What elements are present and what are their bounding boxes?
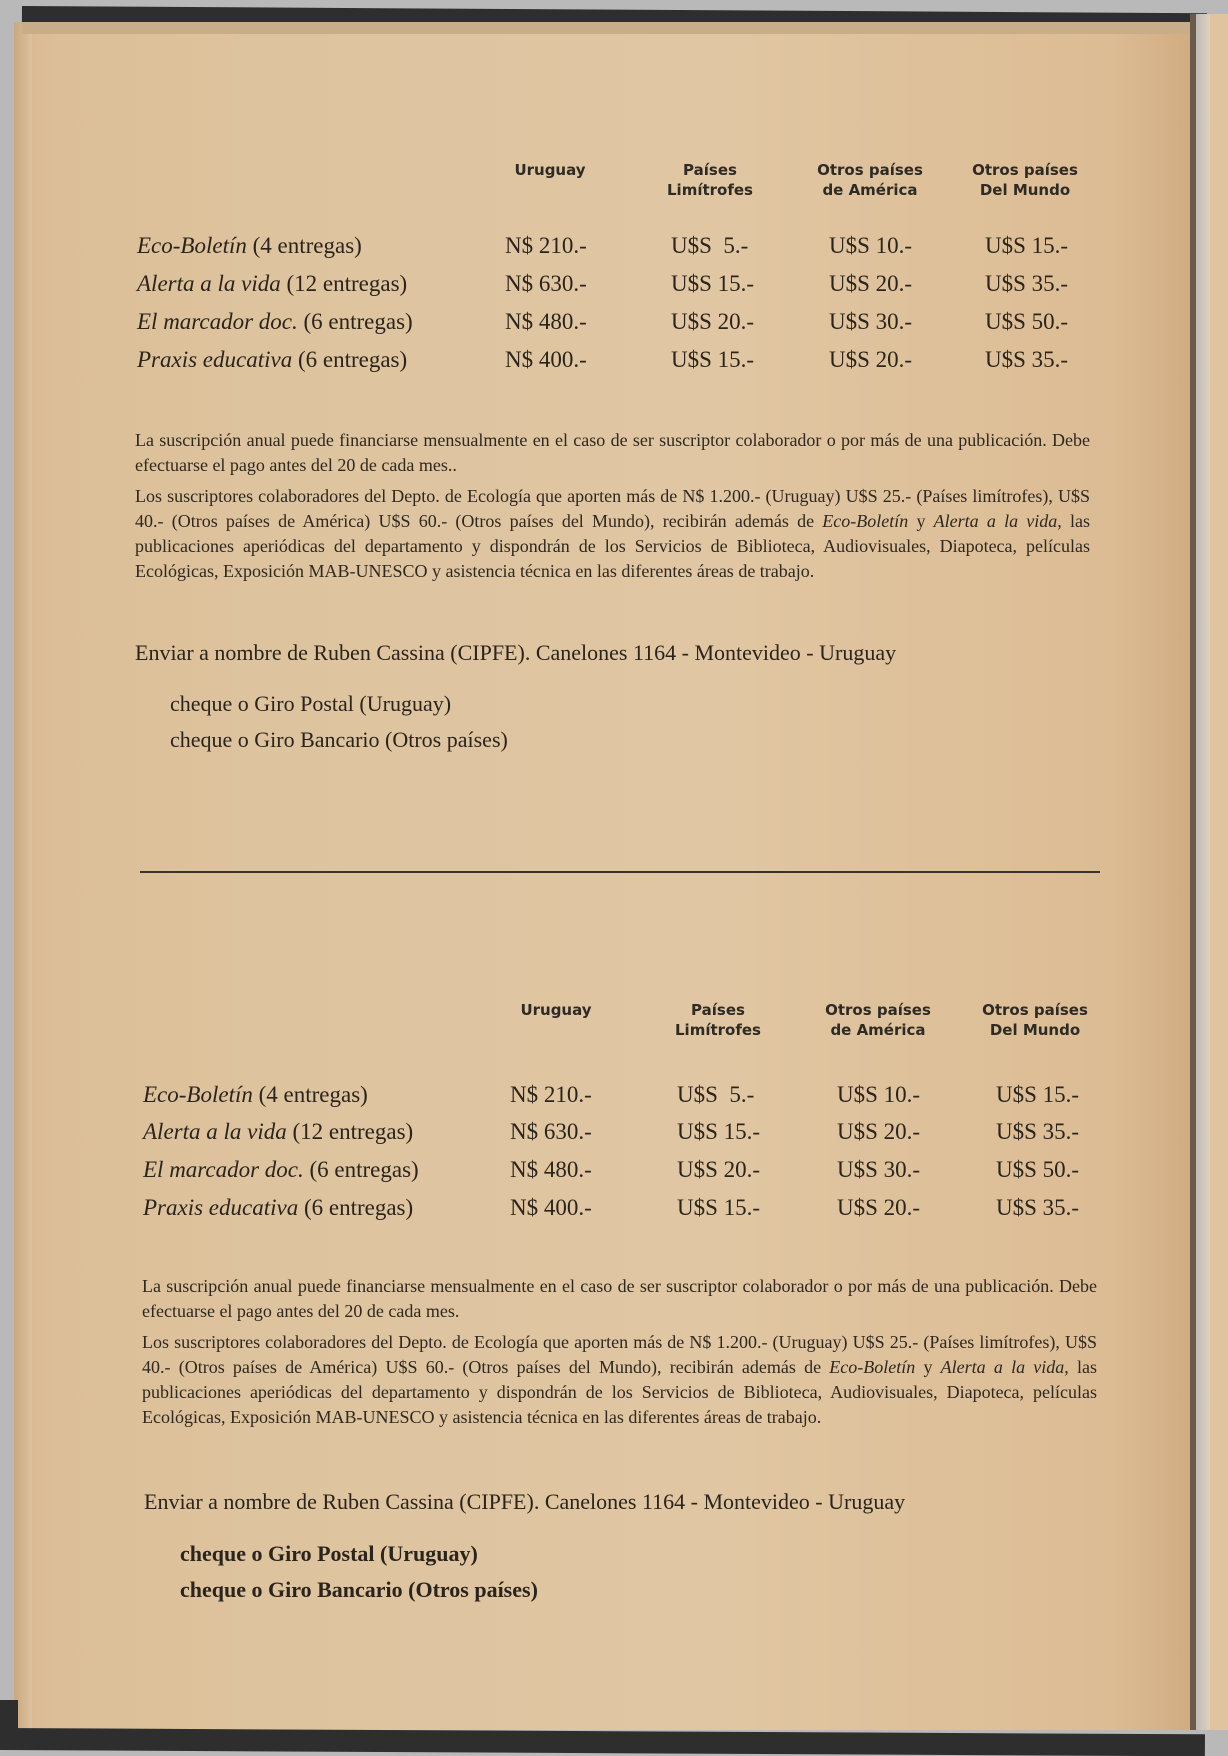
- header-limitrofes: Países Limítrofes: [667, 161, 753, 199]
- header-limitrofes: Países Limítrofes: [675, 1001, 761, 1039]
- price-mundo: U$S 35.-: [996, 1119, 1080, 1144]
- price-america: U$S 20.-: [829, 347, 913, 372]
- paragraph-text: y: [915, 1357, 941, 1377]
- payment-method-abroad: cheque o Giro Bancario (Otros países): [170, 727, 508, 752]
- price-limitrofes: U$S 15.-: [671, 271, 755, 296]
- publication-title: Alerta a la vida: [137, 271, 281, 296]
- paragraph-text: y: [908, 511, 934, 531]
- header-america: Otros países de América: [825, 1001, 931, 1039]
- price-limitrofes: U$S 5.-: [671, 233, 749, 258]
- publication-name: [143, 1156, 419, 1184]
- binding-edge: [1196, 14, 1210, 1730]
- collaborators-paragraph: [142, 1330, 1097, 1430]
- payment-method-uruguay: cheque o Giro Postal (Uruguay): [180, 1541, 478, 1566]
- recipient-name: Ruben Cassina (CIPFE).: [313, 640, 531, 665]
- publication-name: [143, 1194, 413, 1222]
- price-uruguay: N$ 630.-: [510, 1119, 592, 1144]
- publication-name: [137, 308, 413, 336]
- price-mundo: U$S 15.-: [985, 233, 1069, 258]
- payment-method-abroad: cheque o Giro Bancario (Otros países): [180, 1577, 538, 1602]
- price-uruguay: N$ 400.-: [510, 1195, 592, 1220]
- send-label: Enviar a nombre de: [135, 640, 314, 665]
- financing-paragraph: La suscripción anual puede financiarse mensualmente en el caso de ser suscriptor colaborador o por más de una publicación. Debe efectuarse el pago antes del 20 de cada mes..: [135, 430, 1090, 475]
- price-america: U$S 20.-: [829, 271, 913, 296]
- price-america: U$S 20.-: [837, 1195, 921, 1220]
- price-limitrofes: U$S 5.-: [677, 1082, 755, 1107]
- publication-name: [137, 270, 407, 298]
- publication-ref: Alerta a la vida: [940, 1357, 1065, 1377]
- price-mundo: U$S 35.-: [985, 347, 1069, 372]
- price-mundo: U$S 50.-: [985, 309, 1069, 334]
- price-limitrofes: U$S 20.-: [671, 309, 755, 334]
- adjacent-page-edge: [1210, 14, 1228, 1730]
- recipient-name: Ruben Cassina (CIPFE).: [322, 1489, 540, 1514]
- paragraph-text: Los suscriptores colaboradores del Depto. de Ecología que aporten más de N$ 1.200.- (Uruguay) U$S 25.- (Países limítrofes), U$S 40.- (Otros países de América) U$S 60.- (Otros países del Mundo), recibirán además de: [135, 486, 1090, 531]
- publication-issues: (6 entregas): [309, 1157, 419, 1182]
- publication-title: El marcador doc.: [137, 309, 298, 334]
- price-mundo: U$S 15.-: [996, 1082, 1080, 1107]
- scan-corner: [0, 1700, 18, 1750]
- price-mundo: U$S 35.-: [985, 271, 1069, 296]
- price-uruguay: N$ 210.-: [505, 233, 587, 258]
- header-america: Otros países de América: [817, 161, 923, 199]
- page-top-shadow: [22, 22, 1190, 34]
- financing-paragraph: La suscripción anual puede financiarse mensualmente en el caso de ser suscriptor colaborador o por más de una publicación. Debe efectuarse el pago antes del 20 de cada mes.: [142, 1276, 1097, 1321]
- header-uruguay: Uruguay: [520, 1001, 592, 1019]
- address: Canelones 1164 - Montevideo - Uruguay: [530, 640, 897, 665]
- price-uruguay: N$ 400.-: [505, 347, 587, 372]
- price-america: U$S 10.-: [829, 233, 913, 258]
- publication-title: Praxis educativa: [137, 347, 293, 372]
- paragraph-text: , las publicaciones aperiódicas del departamento y dispondrán de los Servicios de Biblioteca, Audiovisuales, Diapoteca, películas Ecológicas, Exposición MAB-UNESCO y asistencia técnica en las diferentes áreas de trabajo.: [135, 511, 1091, 581]
- publication-issues: (12 entregas): [292, 1119, 414, 1144]
- price-america: U$S 30.-: [837, 1157, 921, 1182]
- publication-name: [137, 346, 407, 374]
- publication-ref: Eco-Boletín: [829, 1357, 916, 1377]
- price-limitrofes: U$S 15.-: [677, 1119, 761, 1144]
- publication-issues: (6 entregas): [303, 309, 413, 334]
- price-uruguay: N$ 480.-: [510, 1157, 592, 1182]
- publication-name: [137, 232, 362, 260]
- price-mundo: U$S 35.-: [996, 1195, 1080, 1220]
- price-uruguay: N$ 630.-: [505, 271, 587, 296]
- publication-ref: Eco-Boletín: [822, 511, 909, 531]
- price-america: U$S 20.-: [837, 1119, 921, 1144]
- price-uruguay: N$ 210.-: [510, 1082, 592, 1107]
- paragraph-text: , las publicaciones aperiódicas del departamento y dispondrán de los Servicios de Biblioteca, Audiovisuales, Diapoteca, películas Ecológicas, Exposición MAB-UNESCO y asistencia técnica en las diferentes áreas de trabajo.: [142, 1357, 1098, 1427]
- address: Canelones 1164 - Montevideo - Uruguay: [539, 1489, 906, 1514]
- publication-issues: (4 entregas): [258, 1082, 368, 1107]
- publication-issues: (6 entregas): [297, 347, 408, 372]
- publication-issues: (4 entregas): [252, 233, 362, 258]
- send-to-address: [135, 639, 896, 667]
- price-america: U$S 10.-: [837, 1082, 921, 1107]
- send-to-address: [144, 1488, 905, 1516]
- header-uruguay: Uruguay: [514, 161, 586, 179]
- publication-name: [143, 1081, 368, 1109]
- price-mundo: U$S 50.-: [996, 1157, 1080, 1182]
- payment-method-uruguay: cheque o Giro Postal (Uruguay): [170, 691, 452, 716]
- header-mundo: Otros países Del Mundo: [972, 161, 1078, 199]
- header-mundo: Otros países Del Mundo: [982, 1001, 1088, 1039]
- publication-title: Eco-Boletín: [143, 1082, 253, 1107]
- price-uruguay: N$ 480.-: [505, 309, 587, 334]
- cut-line-divider: [140, 871, 1100, 873]
- price-america: U$S 30.-: [829, 309, 913, 334]
- scan-bottom-edge: [0, 1728, 1205, 1756]
- price-limitrofes: U$S 15.-: [677, 1195, 761, 1220]
- page-left-edge: [14, 22, 32, 1730]
- publication-title: El marcador doc.: [143, 1157, 304, 1182]
- send-label: Enviar a nombre de: [144, 1489, 323, 1514]
- publication-title: Praxis educativa: [143, 1195, 299, 1220]
- publication-issues: (6 entregas): [303, 1195, 414, 1220]
- publication-title: Eco-Boletín: [137, 233, 247, 258]
- price-limitrofes: U$S 20.-: [677, 1157, 761, 1182]
- publication-title: Alerta a la vida: [143, 1119, 287, 1144]
- publication-issues: (12 entregas): [286, 271, 408, 296]
- publication-ref: Alerta a la vida: [933, 511, 1058, 531]
- collaborators-paragraph: [135, 484, 1090, 584]
- paragraph-text: Los suscriptores colaboradores del Depto. de Ecología que aporten más de N$ 1.200.- (Uruguay) U$S 25.- (Países limítrofes), U$S 40.- (Otros países de América) U$S 60.- (Otros países del Mundo), recibirán además de: [142, 1332, 1097, 1377]
- publication-name: [143, 1118, 413, 1146]
- price-limitrofes: U$S 15.-: [671, 347, 755, 372]
